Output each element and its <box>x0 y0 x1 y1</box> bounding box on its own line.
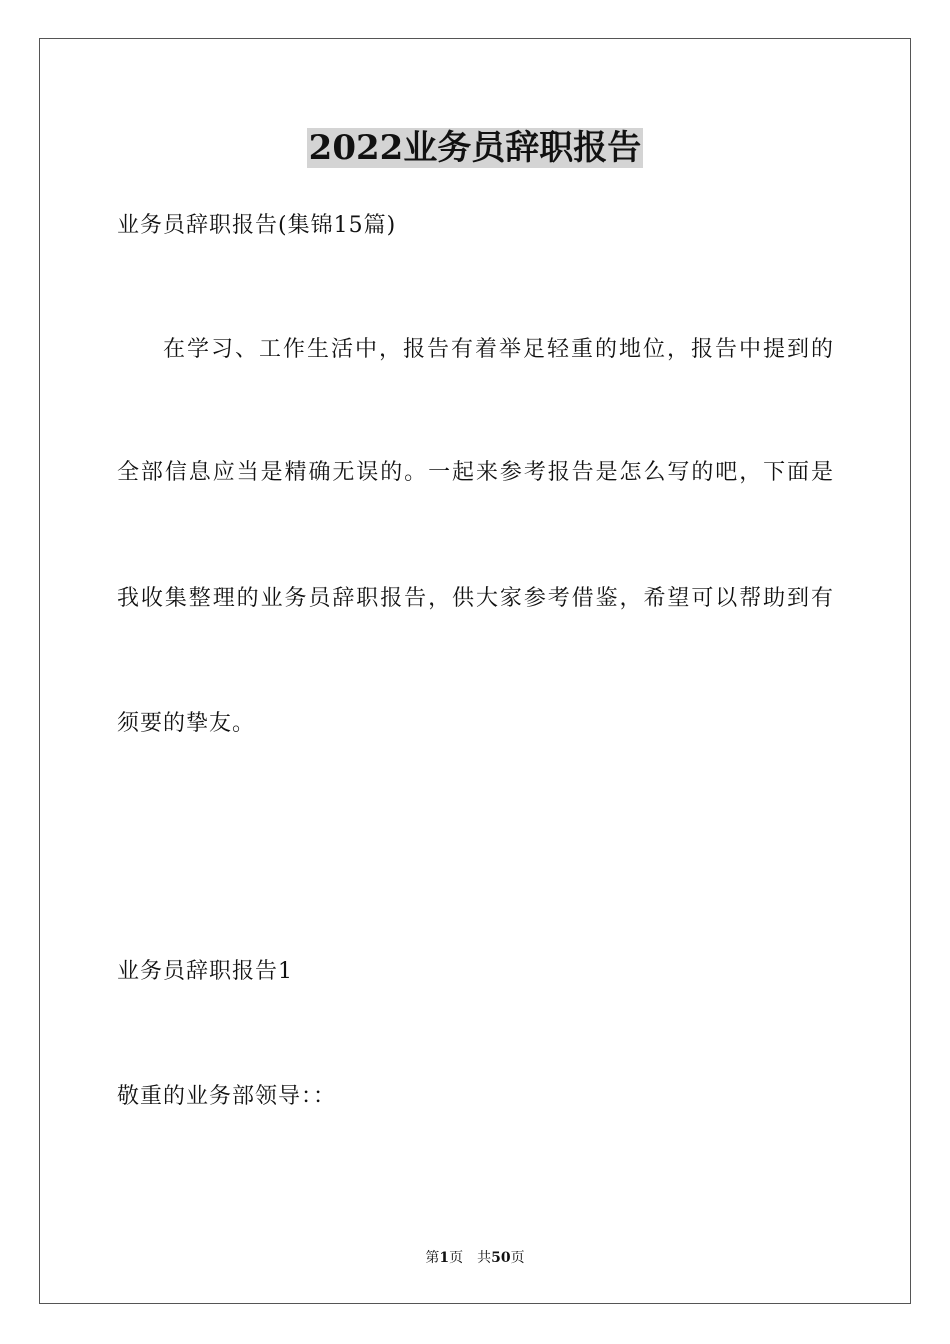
salutation: 敬重的业务部领导：： <box>117 1084 337 1109</box>
document-title-text: 2022业务员辞职报告 <box>308 128 642 168</box>
footer-total-prefix: 共 <box>477 1250 492 1266</box>
page-footer <box>0 1248 950 1268</box>
footer-page-suffix: 页 <box>449 1250 464 1266</box>
intro-line-1: 在学习、工作生活中，报告有着举足轻重的地位，报告中提到的 <box>163 337 833 362</box>
footer-page-number: 1 <box>439 1250 450 1266</box>
section-heading: 业务员辞职报告1 <box>117 959 293 984</box>
footer-page-prefix: 第 <box>425 1250 440 1266</box>
document-title <box>0 124 950 172</box>
footer-total-pages: 50 <box>491 1250 511 1266</box>
intro-line-4: 须要的挚友。 <box>117 711 256 736</box>
document-subtitle: 业务员辞职报告(集锦15篇) <box>117 213 397 238</box>
intro-line-2: 全部信息应当是精确无误的。一起来参考报告是怎么写的吧，下面是 <box>117 460 833 485</box>
intro-line-3: 我收集整理的业务员辞职报告，供大家参考借鉴，希望可以帮助到有 <box>117 586 833 611</box>
footer-total-suffix: 页 <box>510 1250 525 1266</box>
